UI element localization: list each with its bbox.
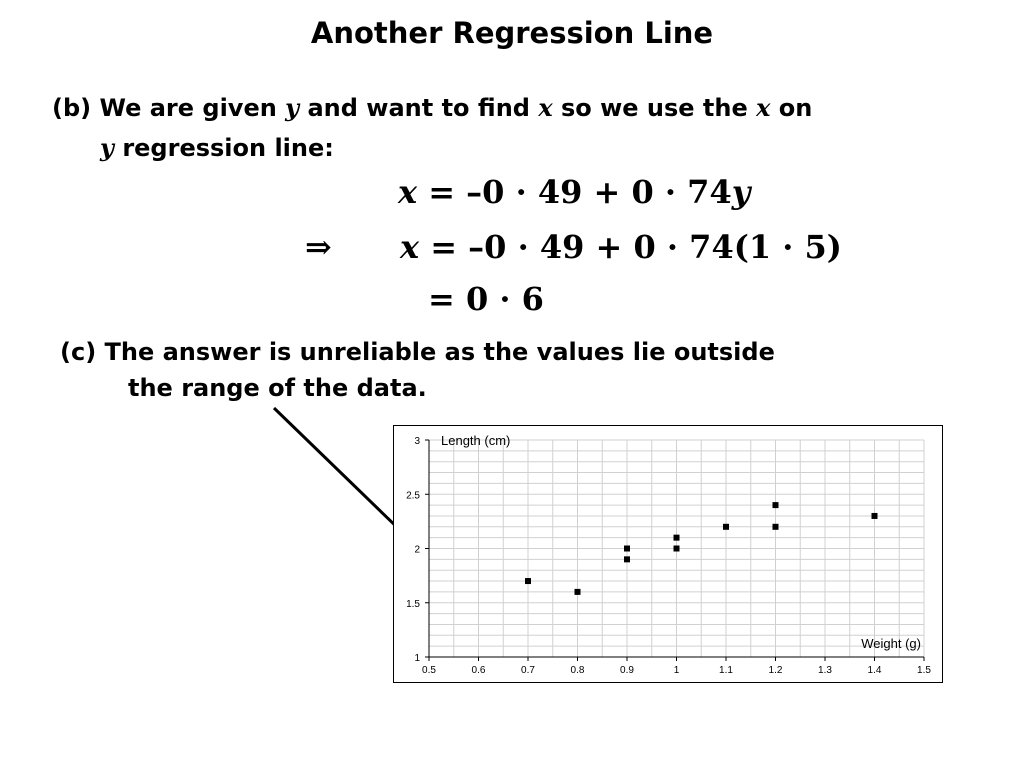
var-x: x [538,93,553,122]
scatter-chart [393,425,943,683]
eq1-rhs: = –0 · 49 + 0 · 74 [428,173,732,211]
data-point [674,546,680,552]
x-tick-label: 1.1 [719,665,733,676]
data-point [575,589,581,595]
x-tick-label: 1 [673,665,680,676]
eq1-var: y [731,173,751,211]
slide-title: Another Regression Line [310,16,714,50]
var-y: y [285,93,300,122]
data-point [624,546,630,552]
part-b-prefix: (b) We are given [52,94,277,122]
eq1-lhs: x [398,173,418,211]
part-b-end: regression line: [122,134,334,162]
y-axis-title: Length (cm) [441,433,511,448]
part-b-mid2: so we use the [560,94,748,122]
y-tick-label: 2.5 [406,490,420,502]
part-b-mid3: on [778,94,813,122]
y-tick-label: 2 [414,544,420,556]
x-axis-title: Weight (g) [861,636,921,651]
x-tick-label: 1.5 [917,665,931,676]
data-point [723,524,729,530]
var-y: y [100,133,114,162]
y-tick-label: 1.5 [406,598,420,610]
y-tick-label: 3 [414,436,420,447]
eq2-lhs: x [400,228,420,266]
y-tick-label: 1 [414,653,420,664]
x-tick-label: 0.5 [422,665,436,676]
data-point [872,513,878,519]
x-tick-label: 1.3 [818,665,832,676]
var-x: x [756,93,771,122]
part-c-line1: (c) The answer is unreliable as the values lie outside [60,338,775,366]
data-point [525,578,531,584]
chart-canvas [394,426,942,682]
implies-symbol: ⇒ [305,228,332,266]
data-point [773,524,779,530]
x-tick-label: 0.8 [570,665,585,676]
data-point [674,535,680,541]
equation-line-3: = 0 · 6 [428,280,544,318]
part-b-mid1: and want to find [307,94,530,122]
eq2-rhs: = –0 · 49 + 0 · 74(1 · 5) [430,228,842,266]
part-c-line2: the range of the data. [128,374,427,402]
data-point [773,502,779,508]
data-point [624,556,630,562]
x-tick-label: 0.6 [471,665,486,676]
x-tick-label: 1.4 [867,665,882,676]
x-tick-label: 1.2 [768,665,783,676]
x-tick-label: 0.7 [521,665,535,676]
x-tick-label: 0.9 [620,665,634,676]
